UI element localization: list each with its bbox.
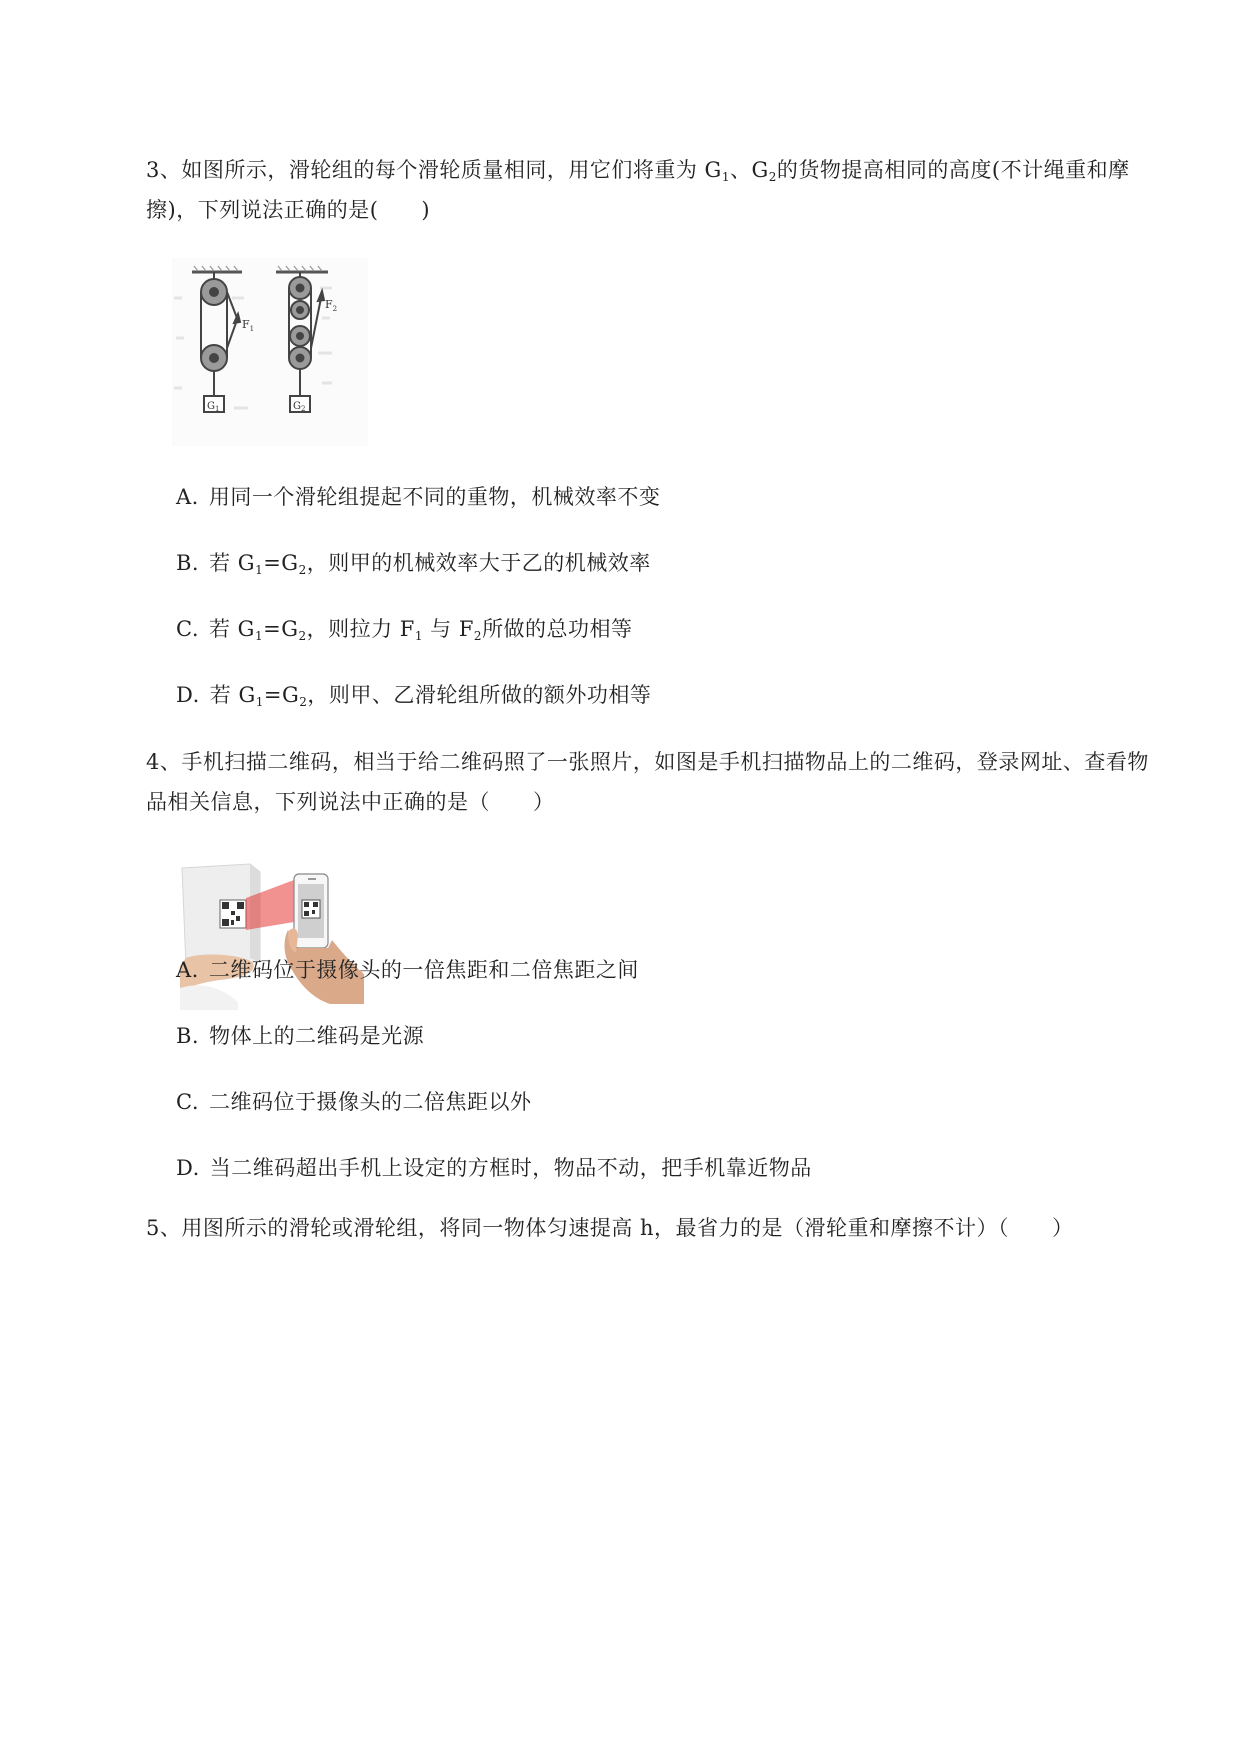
label-f2: $F_2$ [325,298,338,313]
question-3-option-c: C. 若 $G_1=G_2$，则拉力 $F_1$ 与 $F_2$所做的总功相等 [176,617,633,643]
pulley-system-figure [172,258,368,446]
label-g2: $G_2$ [293,401,306,413]
question-3-option-a: A. 用同一个滑轮组提起不同的重物，机械效率不变 [176,485,661,509]
question-4-option-c: C. 二维码位于摄像头的二倍焦距以外 [176,1090,532,1114]
question-4-option-b: B. 物体上的二维码是光源 [176,1024,425,1048]
question-4-option-d: D. 当二维码超出手机上设定的方框时，物品不动，把手机靠近物品 [176,1156,812,1180]
phone-device [294,874,328,948]
question-4-option-a: A. 二维码位于摄像头的一倍焦距和二倍焦距之间 [176,958,639,982]
label-f1: $F_1$ [242,318,255,333]
question-3-option-b: B. 若 $G_1=G_2$，则甲的机械效率大于乙的机械效率 [176,551,651,577]
qr-scan-photo [180,862,364,1010]
label-g1: $G_1$ [207,401,220,413]
question-4-stem: 4、手机扫描二维码，相当于给二维码照了一张照片，如图是手机扫描物品上的二维码，登录网址、查看物品相关信息，下列说法中正确的是（ ） [146,750,1149,814]
qr-code-on-box [220,900,246,928]
question-3-stem: 3、如图所示，滑轮组的每个滑轮质量相同，用它们将重为 $G_1$、$G_2$的货物提高相同的高度(不计绳重和摩擦)，下列说法正确的是( ) [146,158,1130,222]
question-5-stem: 5、用图所示的滑轮或滑轮组，将同一物体匀速提高 h，最省力的是（滑轮重和摩擦不计）（ ） [146,1216,1074,1240]
question-3-option-d: D. 若 $G_1=G_2$，则甲、乙滑轮组所做的额外功相等 [176,683,652,709]
